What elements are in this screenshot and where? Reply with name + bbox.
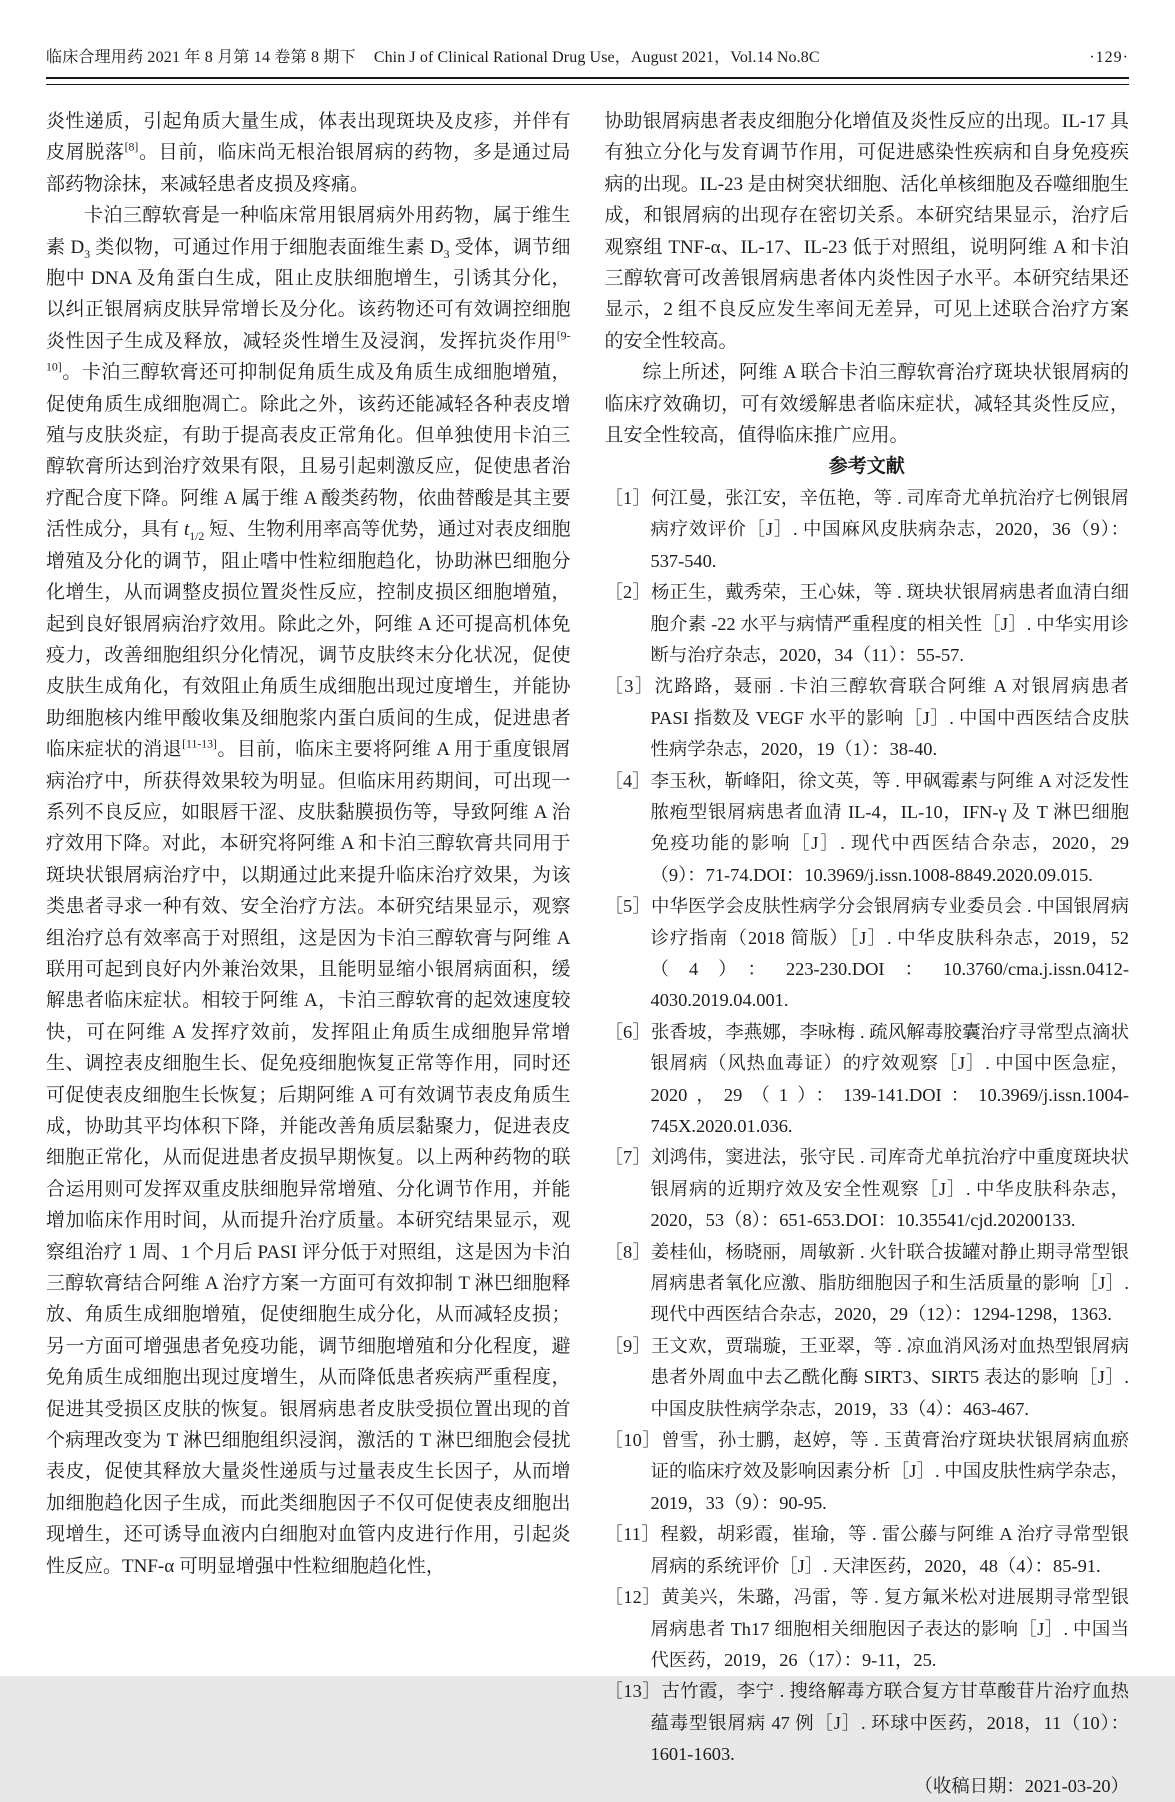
paragraph-conclusion: 综上所述，阿维 A 联合卡泊三醇软膏治疗斑块状银屑病的临床疗效确切，可有效缓解患者临床症状，减轻其炎性反应，且安全性较高，值得临床推广应用。	[604, 362, 1129, 447]
received-date: （收稿日期：2021-03-20）	[914, 1775, 1129, 1796]
reference-text: 沈路路，聂丽 . 卡泊三醇软膏联合阿维 A 对银屑病患者 PASI 指数及 VEGF 水平的影响［J］. 中国中西医结合皮肤性病学杂志，2020，19（1）：38-40.	[650, 676, 1129, 760]
page-header	[46, 0, 1129, 70]
journal-title-cn: 临床合理用药 2021 年 8 月第 14 卷第 8 期下	[46, 49, 356, 66]
paragraph-continuation-top: 炎性递质，引起角质大量生成，体表出现斑块及皮疹，并伴有皮屑脱落[8]。目前，临床尚无根治银屑病的药物，多是通过局部药物涂抹，来减轻患者皮损及疼痛。	[46, 111, 571, 195]
reference-label: ［10］	[604, 1430, 662, 1451]
paragraph-discussion-continued: 协助银屑病患者表皮细胞分化增值及炎性反应的出现。IL-17 具有独立分化与发育调节作用，可促进感染性疾病和自身免疫疾病的出现。IL-23 是由树突状细胞、活化单核细胞及吞噬细胞生成，和银屑病的出现存在密切关系。本研究结果显示，治疗后观察组 TNF-α、IL-17、IL-23 低于对照组，说明阿维 A 和卡泊三醇软膏可改善银屑病患者体内炎性因子水平。本研究结果还显示，2 组不良反应发生率间无差异，可见上述联合治疗方案的安全性较高。	[604, 111, 1129, 352]
reference-text: 中华医学会皮肤性病学分会银屑病专业委员会 . 中国银屑病诊疗指南（2018 简版）［J］. 中华皮肤科杂志，2019，52（4）：223-230.DOI：10.3760/cma.j.issn.0412-4030.2019.04.001.	[650, 896, 1130, 1011]
reference-text: 李玉秋，靳峰阳，徐文英，等 . 甲砜霉素与阿维 A 对泛发性脓疱型银屑病患者血清 IL-4，IL-10，IFN-γ 及 T 淋巴细胞免疫功能的影响［J］. 现代中西医结合杂志，2020，29（9）：71-74.DOI：10.3969/j.issn.1008-8849.2020.09.015.	[650, 770, 1129, 885]
column-left	[46, 106, 571, 1666]
reference-item	[605, 577, 1130, 671]
reference-text: 刘鸿伟，窦进法，张守民 . 司库奇尤单抗治疗中重度斑块状银屑病的近期疗效及安全性观察［J］. 中华皮肤科杂志，2020，53（8）：651-653.DOI：10.35541/cjd.20200133.	[650, 1147, 1130, 1231]
reference-label: ［8］	[604, 1241, 651, 1262]
reference-label: ［6］	[604, 1021, 651, 1042]
reference-label: ［7］	[604, 1147, 651, 1168]
article-body	[46, 106, 1130, 1796]
references-heading: 参考文献	[828, 456, 905, 478]
reference-text: 张香坡，李燕娜，李咏梅 . 疏风解毒胶囊治疗寻常型点滴状银屑病（风热血毒证）的疗效观察［J］. 中国中医急症，2020，29（1）：139-141.DOI：10.3969/j.issn.1004-745X.2020.01.036.	[650, 1021, 1130, 1136]
page-number: ·129·	[1089, 49, 1129, 66]
reference-item	[605, 1582, 1130, 1676]
reference-item	[605, 766, 1130, 892]
column-right	[604, 106, 1130, 1796]
reference-label: ［4］	[604, 770, 651, 791]
reference-label: ［5］	[604, 896, 651, 917]
reference-item	[605, 1142, 1130, 1236]
references-list	[605, 483, 1130, 1771]
reference-item	[605, 1676, 1130, 1770]
reference-label: ［1］	[604, 487, 651, 508]
reference-text: 黄美兴，朱璐，冯雷，等 . 复方氟米松对进展期寻常型银屑病患者 Th17 细胞相关细胞因子表达的影响［J］. 中国当代医药，2019，26（17）：9-11，25.	[650, 1587, 1129, 1670]
reference-text: 古竹霞，李宁 . 搜络解毒方联合复方甘草酸苷片治疗血热蕴毒型银屑病 47 例［J］. 环球中医药，2018，11（10）：1601-1603.	[650, 1681, 1129, 1765]
reference-label: ［2］	[604, 582, 651, 603]
reference-text: 曾雪，孙士鹏，赵婷，等 . 玉黄膏治疗斑块状银屑病血瘀证的临床疗效及影响因素分析［J］. 中国皮肤性病学杂志，2019，33（9）：90-95.	[650, 1430, 1129, 1513]
header-left	[46, 46, 820, 70]
reference-text: 何江曼，张江安，辛伍艳，等 . 司库奇尤单抗治疗七例银屑病疗效评价［J］. 中国麻风皮肤病杂志，2020，36（9）：537-540.	[650, 487, 1130, 571]
header-rule	[46, 77, 1129, 85]
reference-text: 王文欢，贾瑞璇，王亚翠，等 . 凉血消风汤对血热型银屑病患者外周血中去乙酰化酶 SIRT3、SIRT5 表达的影响［J］. 中国皮肤性病学杂志，2019，33（4）：463-467.	[650, 1335, 1130, 1419]
reference-text: 程毅，胡彩霞，崔瑜，等 . 雷公藤与阿维 A 治疗寻常型银屑病的系统评价［J］. 天津医药，2020，48（4）：85-91.	[650, 1524, 1129, 1576]
reference-item	[605, 1017, 1130, 1143]
reference-label: ［3］	[604, 676, 655, 697]
reference-text: 杨正生，戴秀荣，王心妹，等 . 斑块状银屑病患者血清白细胞介素 -22 水平与病情严重程度的相关性［J］. 中华实用诊断与治疗杂志，2020，34（11）：55-57.	[650, 582, 1130, 665]
reference-item	[605, 1331, 1130, 1425]
reference-item	[605, 1237, 1130, 1331]
reference-text: 姜桂仙，杨晓丽，周敏新 . 火针联合拔罐对静止期寻常型银屑病患者氧化应激、脂肪细胞因子和生活质量的影响［J］. 现代中西医结合杂志，2020，29（12）：1294-1298，1363.	[650, 1241, 1130, 1325]
reference-item	[605, 671, 1130, 765]
reference-item	[605, 1425, 1130, 1519]
reference-label: ［11］	[604, 1524, 661, 1545]
reference-label: ［13］	[604, 1681, 662, 1702]
reference-label: ［12］	[604, 1587, 662, 1608]
journal-title-en: Chin J of Clinical Rational Drug Use，August 2021，Vol.14 No.8C	[373, 49, 820, 66]
reference-item	[605, 891, 1130, 1017]
reference-label: ［9］	[604, 1335, 651, 1356]
reference-item	[605, 1519, 1130, 1582]
paragraph-discussion: 卡泊三醇软膏是一种临床常用银屑病外用药物，属于维生素 $D_3$ 类似物，可通过作用于细胞表面维生素 $D_3$ 受体，调节细胞中 DNA 及角蛋白生成，阻止皮肤细胞增生，引诱其分化，以纠正银屑病皮肤异常增长及分化。该药物还可有效调控细胞炎性因子生成及释放，减轻炎性增生及浸润，发挥抗炎作用[9-10]。卡泊三醇软膏还可抑制促角质生成及角质生成细胞增殖，促使角质生成细胞凋亡。除此之外，该药还能减轻各种表皮增殖与皮肤炎症，有助于提高表皮正常角化。但单独使用卡泊三醇软膏所达到治疗效果有限，且易引起刺激反应，促使患者治疗配合度下降。阿维 A 属于维 A 酸类药物，依曲替酸是其主要活性成分，具有 $t_{1/2}$ 短、生物利用率高等优势，通过对表皮细胞增殖及分化的调节，阻止嗜中性粒细胞趋化，协助淋巴细胞分化增生，从而调整皮损位置炎性反应，控制皮损区细胞增殖，起到良好银屑病治疗效用。除此之外，阿维 A 还可提高机体免疫力，改善细胞组织分化情况，调节皮肤终末分化状况，促使皮肤生成角化，有效阻止角质生成细胞出现过度增生，并能协助细胞核内维甲酸收集及细胞浆内蛋白质间的生成，促进患者临床症状的消退[11-13]。目前，临床主要将阿维 A 用于重度银屑病治疗中，所获得效果较为明显。但临床用药期间，可出现一系列不良反应，如眼唇干涩、皮肤黏膜损伤等，导致阿维 A 治疗效用下降。对此，本研究将阿维 A 和卡泊三醇软膏共同用于斑块状银屑病治疗中，以期通过此来提升临床治疗效果，为该类患者寻求一种有效、安全治疗方法。本研究结果显示，观察组治疗总有效率高于对照组，这是因为卡泊三醇软膏与阿维 A 联用可起到良好内外兼治效果，且能明显缩小银屑病面积，缓解患者临床症状。相较于阿维 A，卡泊三醇软膏的起效速度较快，可在阿维 A 发挥疗效前，发挥阻止角质生成细胞异常增生、调控表皮细胞生长、促免疫细胞恢复正常等作用，同时还可促使表皮细胞生长恢复；后期阿维 A 可有效调节表皮角质生成，协助其平均体积下降，并能改善角质层黏聚力，促进表皮细胞正常化，从而促进患者皮损早期恢复。以上两种药物的联合运用则可发挥双重皮肤细胞异常增殖、分化调节作用，并能增加临床作用时间，从而提升治疗质量。本研究结果显示，观察组治疗 1 周、1 个月后 PASI 评分低于对照组，这是因为卡泊三醇软膏结合阿维 A 治疗方案一方面可有效抑制 T 淋巴细胞释放、角质生成细胞增殖，促使细胞生成分化，从而减轻皮损；另一方面可增强患者免疫功能，调节细胞增殖和分化程度，避免角质生成细胞出现过度增生，从而降低患者疾病严重程度，促进其受损区皮肤的恢复。银屑病患者皮肤受损位置出现的首个病理改变为 T 淋巴细胞组织浸润，激活的 T 淋巴细胞会侵扰表皮，促使其释放大量炎性递质与过量表皮生长因子，从而增加细胞趋化因子生成，而此类细胞因子不仅可促使表皮细胞出现增生，还可诱导血液内白细胞对血管内皮进行作用，引起炎性反应。TNF-α 可明显增强中性粒细胞趋化性，	[46, 205, 571, 1577]
reference-item	[605, 483, 1130, 577]
